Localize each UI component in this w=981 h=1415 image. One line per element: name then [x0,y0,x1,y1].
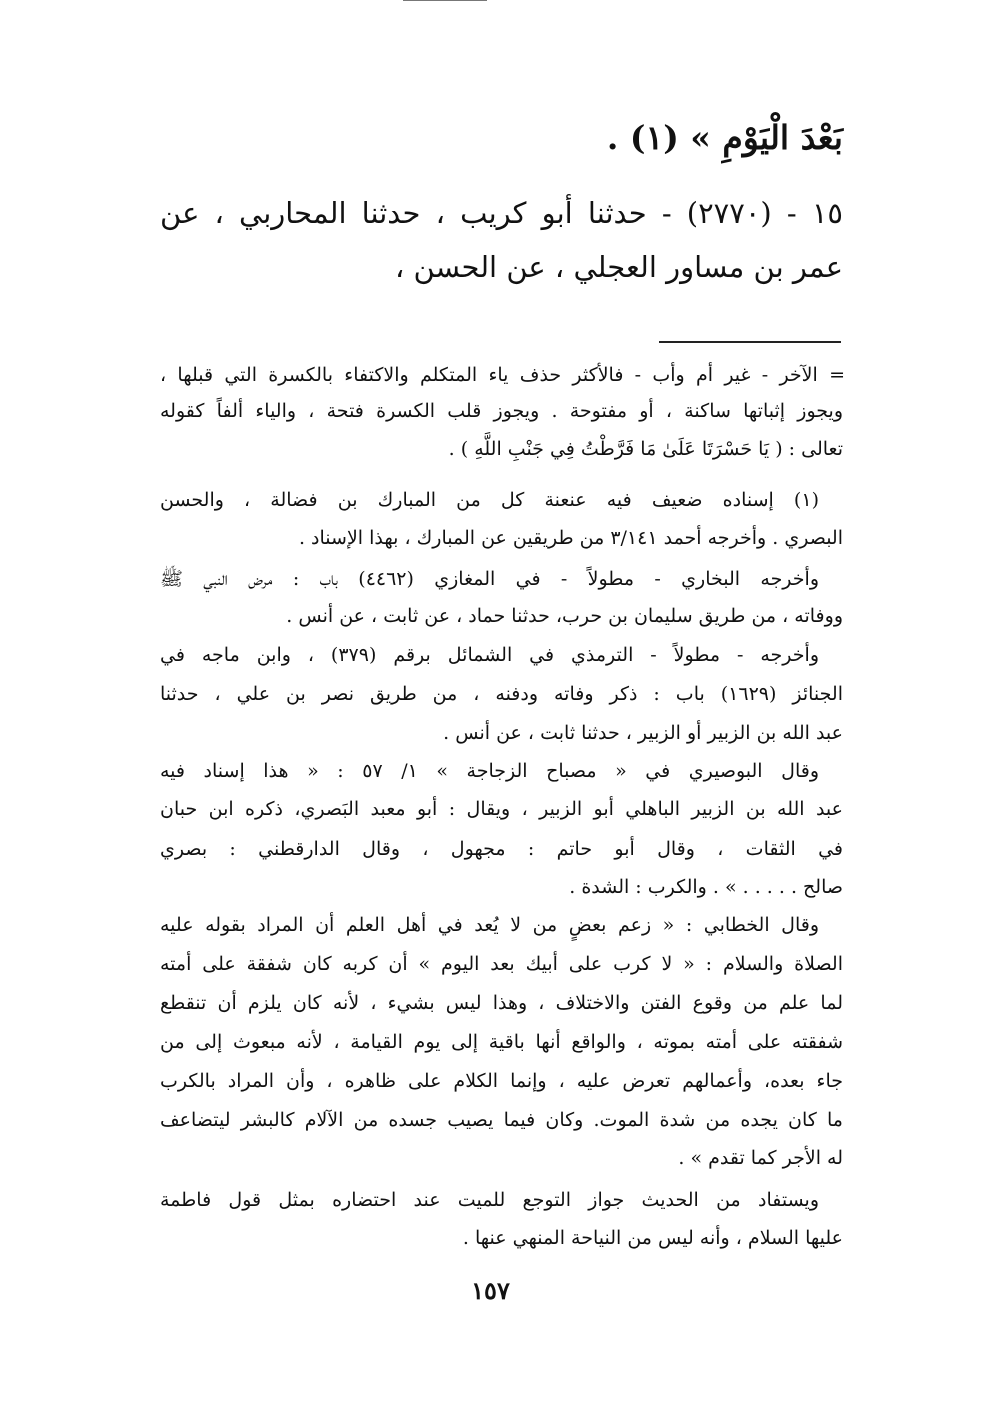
footnote-line: الجنائز (١٦٢٩) باب : ذكر وفاته ودفنه ، من طريق نصر بن علي ، حدثنا [160,683,843,705]
footnote-line: تعالى : ( يَا حَسْرَتَا عَلَىٰ مَا فَرَّطْتُ فِي جَنْبِ اللَّهِ ) . [448,438,843,460]
footnote-line: وقال البوصيري في « مصباح الزجاجة » ١/ ٥٧ : « هذا إسناد فيه [160,760,819,782]
footnote-line: (١) إسناده ضعيف فيه عنعنة كل من المبارك بن فضالة ، والحسن [160,489,819,511]
footnote-line: عليها السلام ، وأنه ليس من النياحة المنهي عنها . [462,1227,843,1249]
footnote-line: وأخرجه - مطولاً - الترمذي في الشمائل برقم (٣٧٩) ، وابن ماجه في [160,644,819,666]
footnote-line: جاء بعده، وأعمالهم تعرض عليه ، وإنما الكلام على ظاهره ، وأن المراد بالكرب [160,1070,843,1092]
footnote-line: ما كان يجده من شدة الموت. وكان فيما يصيب جسده من الآلام كالبشر ليتضاعف [160,1109,843,1131]
hadith-line-2: عمر بن مساور العجلي ، عن الحسن ، [394,250,843,284]
footnote-line: البصري . وأخرجه أحمد ٣/١٤١ من طريقين عن المبارك ، بهذا الإسناد . [298,527,843,549]
footnote-line: عبد الله بن الزبير الباهلي أبو الزبير ، ويقال : أبو معبد البَصري، ذكره ابن حبان [160,798,843,820]
top-scan-mark [403,0,487,1]
footnote-line: ويستفاد من الحديث جواز التوجع للميت عند احتضاره بمثل قول فاطمة [160,1189,819,1211]
footnote-line: عبد الله بن الزبير أو الزبير ، حدثنا ثابت ، عن أنس . [443,722,843,744]
footnote-divider [659,341,841,343]
footnote-line: ووفاته ، من طريق سليمان بن حرب، حدثنا حماد ، عن ثابت ، عن أنس . [286,605,843,627]
footnote-line: ويجوز إثباتها ساكنة ، أو مفتوحة . ويجوز قلب الكسرة فتحة ، والياء ألفاً كقوله [160,400,843,422]
footnote-line: له الأجر كما تقدم » . [678,1147,843,1169]
footnote-line: شفقته على أمته بموته ، والواقع أنها باقية إلى يوم القيامة ، لأنه مبعوث إلى من [160,1031,843,1053]
footnote-line: = الآخر - غير أم وأب - فالأكثر حذف ياء المتكلم والاكتفاء بالكسرة التي قبلها ، [160,364,845,386]
footnote-line: وأخرجه البخاري - مطولاً - في المغازي (٤٤٦٢) باب : مرض النبي ﷺ [160,568,819,590]
footnote-line: وقال الخطابي : « زعم بعضٍ من لا يُعد في أهل العلم أن المراد بقوله عليه [160,914,819,936]
continued-text-line: بَعْدَ الْيَوْمِ » (١) . [606,118,843,157]
hadith-line-1: ١٥ - (٢٧٧٠) - حدثنا أبو كريب ، حدثنا المحاربي ، عن [160,196,843,230]
footnote-line: صالح . . . . . » . والكرب : الشدة . [569,876,843,898]
page-number: ١٥٧ [471,1276,510,1305]
footnote-line: لما علم من وقوع الفتن والاختلاف ، وهذا ليس بشيء ، لأنه كان يلزم أن تنقطع [160,992,843,1014]
footnote-line: الصلاة والسلام : « لا كرب على أبيك بعد اليوم » أن كربه كان شفقة على أمته [160,953,843,975]
footnote-line: في الثقات ، وقال أبو حاتم : مجهول ، وقال الدارقطني : بصري [160,838,843,860]
